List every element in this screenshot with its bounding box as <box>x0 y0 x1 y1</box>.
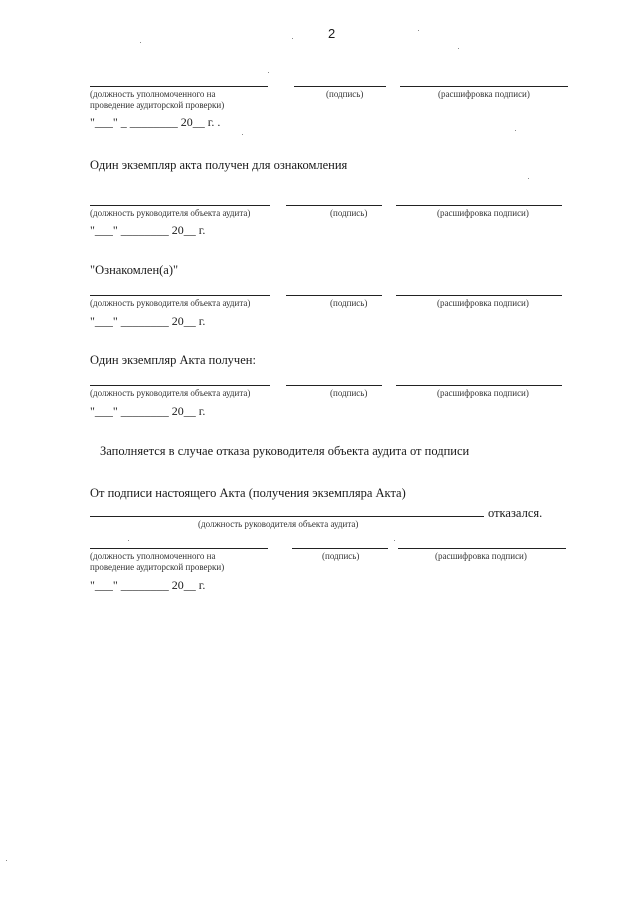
date-field: "___" ________ 20__ г. <box>90 578 206 592</box>
scan-speck <box>242 134 243 135</box>
scan-speck <box>458 48 459 49</box>
caption-decoding: (расшифровка подписи) <box>438 89 530 99</box>
signature-line <box>286 385 382 386</box>
scan-speck <box>528 178 529 179</box>
position-line <box>90 385 270 386</box>
heading-copy-for-review: Один экземпляр акта получен для ознакомления <box>90 158 348 172</box>
caption-decoding: (расшифровка подписи) <box>437 208 529 218</box>
position-line <box>90 205 270 206</box>
date-field: "___" _ ________ 20__ г. . <box>90 115 221 129</box>
scan-speck <box>140 42 141 43</box>
heading-copy-received: Один экземпляр Акта получен: <box>90 353 256 367</box>
scan-speck <box>292 38 293 39</box>
scan-speck <box>515 130 516 131</box>
scan-speck <box>394 540 395 541</box>
scan-speck <box>268 72 269 73</box>
caption-head-position: (должность руководителя объекта аудита) <box>90 208 251 218</box>
caption-head-position: (должность руководителя объекта аудита) <box>90 388 251 398</box>
scan-speck <box>128 540 129 541</box>
date-field: "___" ________ 20__ г. <box>90 314 206 328</box>
position-line <box>90 86 268 87</box>
refusal-intro: От подписи настоящего Акта (получения экземпляра Акта) <box>90 486 406 500</box>
decoding-line <box>396 295 562 296</box>
caption-decoding: (расшифровка подписи) <box>437 298 529 308</box>
date-field: "___" ________ 20__ г. <box>90 404 206 418</box>
caption-signature: (подпись) <box>322 551 360 561</box>
caption-signature: (подпись) <box>330 208 368 218</box>
caption-signature: (подпись) <box>326 89 364 99</box>
caption-authorized-line1: (должность уполномоченного на <box>90 551 216 561</box>
head-position-line <box>90 516 484 517</box>
caption-signature: (подпись) <box>330 298 368 308</box>
decoding-line <box>396 385 562 386</box>
decoding-line <box>398 548 566 549</box>
caption-head-position: (должность руководителя объекта аудита) <box>198 519 359 529</box>
caption-decoding: (расшифровка подписи) <box>437 388 529 398</box>
caption-authorized-line2: проведение аудиторской проверки) <box>90 100 225 110</box>
caption-signature: (подпись) <box>330 388 368 398</box>
caption-decoding: (расшифровка подписи) <box>435 551 527 561</box>
signature-line <box>294 86 386 87</box>
caption-authorized-line1: (должность уполномоченного на <box>90 89 216 99</box>
refused-label: отказался. <box>488 506 543 520</box>
decoding-line <box>396 205 562 206</box>
caption-authorized-line2: проведение аудиторской проверки) <box>90 562 225 572</box>
date-field: "___" ________ 20__ г. <box>90 223 206 237</box>
scan-speck <box>6 860 7 861</box>
signature-line <box>292 548 388 549</box>
signature-line <box>286 295 382 296</box>
position-line <box>90 295 270 296</box>
page-number: 2 <box>328 26 336 41</box>
decoding-line <box>400 86 568 87</box>
caption-head-position: (должность руководителя объекта аудита) <box>90 298 251 308</box>
scan-speck <box>418 30 419 31</box>
heading-acquainted: "Ознакомлен(а)" <box>90 263 179 277</box>
position-line <box>90 548 268 549</box>
signature-line <box>286 205 382 206</box>
refusal-note: Заполняется в случае отказа руководителя объекта аудита от подписи <box>100 444 470 458</box>
